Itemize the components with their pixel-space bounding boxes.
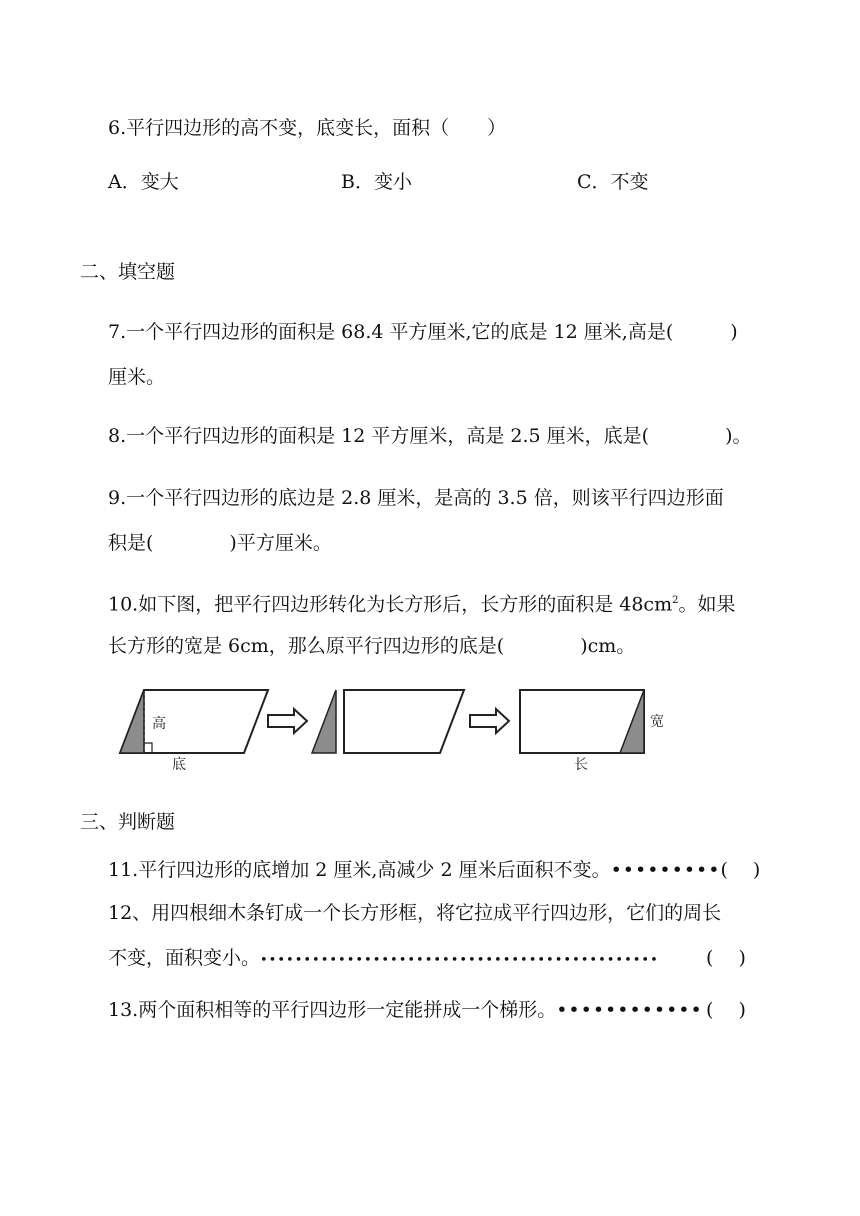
question-7-line-1: 7.一个平行四边形的面积是 68.4 平方厘米,它的底是 12 厘米,高是( ) [108, 321, 738, 343]
question-10-line-1-text: 10.如下图，把平行四边形转化为长方形后，长方形的面积是 48cm [108, 593, 673, 616]
question-10-line-2: 长方形的宽是 6cm，那么原平行四边形的底是( )cm。 [108, 635, 636, 657]
label-length: 长 [574, 757, 588, 773]
arrow-right-icon [470, 709, 509, 733]
question-9-line-1: 9.一个平行四边形的底边是 2.8 厘米，是高的 3.5 倍，则该平行四边形面 [108, 487, 724, 509]
question-11-dots: ••••••••• [610, 859, 721, 881]
question-11 [108, 858, 760, 882]
question-12-line-1: 12、用四根细木条钉成一个长方形框，将它拉成平行四边形，它们的周长 [108, 902, 722, 924]
question-13-text: 13.两个面积相等的平行四边形一定能拼成一个梯形。 [108, 999, 557, 1021]
question-11-bracket[interactable]: ( ) [720, 859, 761, 881]
question-8-line-1: 8.一个平行四边形的面积是 12 平方厘米，高是 2.5 厘米，底是( )。 [108, 425, 752, 447]
question-12-text: 不变，面积变小。 [108, 947, 261, 969]
question-9-line-2: 积是( )平方厘米。 [108, 532, 332, 554]
arrow-right-icon [268, 709, 307, 733]
right-angle-mark [144, 743, 152, 753]
question-6-option-c[interactable]: C．不变 [577, 171, 649, 193]
label-height: 高 [152, 716, 166, 732]
question-10-line-1 [108, 589, 735, 616]
question-13-dots: •••••••••••• [556, 999, 703, 1021]
question-7-line-2: 厘米。 [108, 366, 166, 388]
trapezoid-shape [344, 690, 464, 753]
label-base: 底 [172, 757, 186, 773]
shaded-triangle-moved [620, 690, 644, 753]
superscript-2: 2 [672, 595, 679, 606]
question-6-option-b[interactable]: B．变小 [341, 171, 412, 193]
parallelogram-to-rectangle-figure [108, 680, 678, 775]
shaded-triangle-left [120, 690, 144, 753]
question-12-bracket[interactable]: ( ) [706, 947, 746, 969]
section-judgment-title: 三、判断题 [80, 811, 176, 833]
question-6-stem: 6.平行四边形的高不变，底变长，面积（ ） [108, 117, 507, 139]
question-6-option-a[interactable]: A．变大 [108, 171, 179, 193]
question-13-bracket[interactable]: ( ) [706, 999, 746, 1021]
question-12-line-2 [108, 946, 746, 973]
label-width: 宽 [650, 714, 664, 730]
question-13 [108, 998, 746, 1022]
question-11-text: 11.平行四边形的底增加 2 厘米,高减少 2 厘米后面积不变。 [108, 859, 611, 881]
section-fill-in-title: 二、填空题 [80, 261, 176, 283]
question-10-line-1-end: 。如果 [678, 593, 736, 616]
shaded-triangle-cut [312, 690, 336, 753]
question-12-dots: •••••••••••••••••••••••••••••••••••••••••••••• [260, 953, 659, 968]
